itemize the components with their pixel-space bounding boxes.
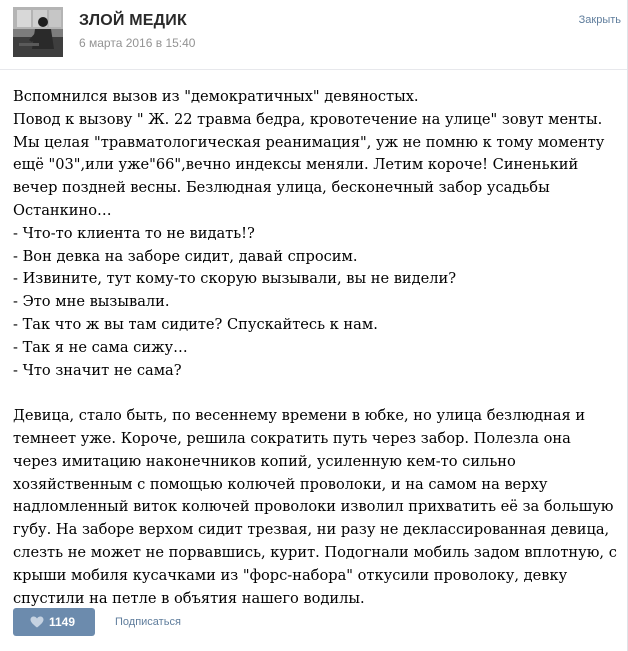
like-count: 1149 bbox=[49, 615, 76, 629]
post-header bbox=[0, 0, 627, 70]
post-footer bbox=[0, 606, 627, 638]
post-date[interactable]: 6 марта 2016 в 15:40 bbox=[79, 36, 196, 50]
author-name[interactable]: ЗЛОЙ МЕДИК bbox=[79, 12, 187, 29]
close-link[interactable]: Закрыть bbox=[578, 14, 621, 26]
header-divider bbox=[0, 69, 627, 70]
subscribe-link[interactable]: Подписаться bbox=[115, 616, 181, 628]
post-paragraph: Вспомнился вызов из "демократичных" девяностых. Повод к вызову " Ж. 22 травма бедра, кровотечение на улице" зовут менты. Мы целая "травматологическая реанимация", уж не помню к тому моменту ещё "03",или уже"66",вечно индексы меняли. Летим короче! Синенький вечер поздней весны. Безлюдная улица, бесконечный забор усадьбы Останкино… - Что-то клиента то не видать!? - Вон девка на заборе сидит, давай спросим. - Извините, тут кому-то скорую вызывали, вы не видели? - Это мне вызывали. - Так что ж вы там сидите? Спускайтесь к нам. - Так я не сама сижу… - Что значит не сама? bbox=[13, 88, 605, 379]
doctor-silhouette-avatar-icon bbox=[13, 7, 63, 57]
post-paragraph: Девица, стало быть, по весеннему времени в юбке, но улица безлюдная и темнеет уже. Короче, решила сократить путь через забор. Полезла она через имитацию наконечников копий, усиленную кем-то сильно хозяйственным с помощью колючей проволоки, и на самом на верху надломленный виток колючей проволоки изволил прихватить её за большую губу. На заборе верхом сидит трезвая, ни разу не деклассированная девица, слезть не может не порвавшись, курит. Подогнали мобиль задом вплотную, с крыши мобиля кусачками из "форс-набора" откусили проволоку, девку спустили на петле в объятия нашего водилы. bbox=[13, 407, 617, 607]
post-text bbox=[13, 86, 617, 610]
author-avatar[interactable] bbox=[13, 7, 63, 57]
like-button[interactable] bbox=[13, 608, 95, 636]
heart-icon bbox=[30, 616, 44, 628]
